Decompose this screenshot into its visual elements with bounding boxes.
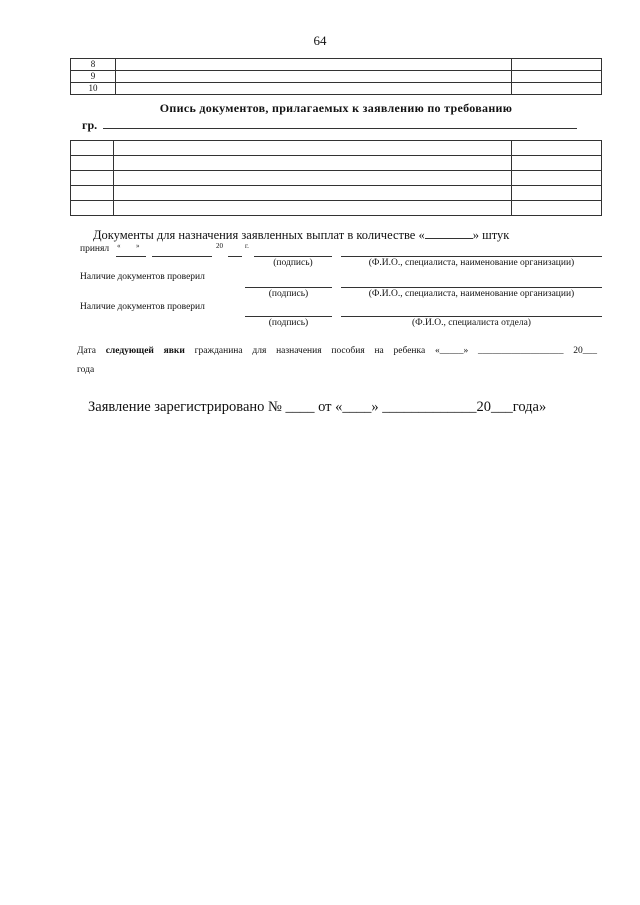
cell bbox=[71, 186, 114, 201]
row-number: 9 bbox=[71, 71, 116, 83]
day-field[interactable] bbox=[116, 256, 146, 257]
cell bbox=[512, 171, 602, 186]
table-row bbox=[71, 156, 602, 171]
cell bbox=[114, 171, 512, 186]
documents-count-suffix: » штук bbox=[472, 228, 510, 242]
cell bbox=[71, 171, 114, 186]
check1-signature-line[interactable] bbox=[245, 287, 332, 288]
next-visit-text: гражданина для назначения пособия на ребенка «_____» __________________ 20___ bbox=[194, 346, 598, 356]
table-row bbox=[71, 71, 602, 83]
document-name-cell bbox=[116, 71, 512, 83]
cell bbox=[71, 201, 114, 216]
check2-signature-line[interactable] bbox=[245, 316, 332, 317]
signature-caption: (подпись) bbox=[273, 258, 313, 268]
signature-caption: (подпись) bbox=[268, 289, 309, 299]
check-label: Наличие документов проверил bbox=[80, 272, 205, 282]
century-label: 20 bbox=[216, 242, 223, 250]
table-row bbox=[71, 83, 602, 95]
note-cell bbox=[512, 83, 602, 95]
cell bbox=[71, 156, 114, 171]
inventory-table bbox=[70, 140, 602, 216]
table-row bbox=[71, 186, 602, 201]
cell bbox=[114, 156, 512, 171]
year-field[interactable] bbox=[228, 256, 242, 257]
cell bbox=[512, 156, 602, 171]
table-row bbox=[71, 59, 602, 71]
table-row bbox=[71, 201, 602, 216]
citizen-name-field[interactable] bbox=[103, 118, 577, 129]
documents-count-line bbox=[93, 227, 509, 243]
inventory-heading: Опись документов, прилагаемых к заявлению по требованию bbox=[159, 101, 513, 115]
quote-close: » bbox=[136, 242, 140, 250]
next-visit-line bbox=[77, 346, 597, 356]
cell bbox=[114, 141, 512, 156]
cell bbox=[71, 141, 114, 156]
document-name-cell bbox=[116, 83, 512, 95]
accepted-label: принял bbox=[80, 244, 110, 254]
next-visit-bold: следующей явки bbox=[105, 346, 185, 356]
note-cell bbox=[512, 71, 602, 83]
name-caption: (Ф.И.О., специалиста отдела) bbox=[412, 318, 531, 328]
cell bbox=[114, 186, 512, 201]
month-field[interactable] bbox=[152, 256, 212, 257]
check-label: Наличие документов проверил bbox=[80, 302, 205, 312]
quote-open: « bbox=[117, 242, 121, 250]
row-number: 10 bbox=[71, 83, 116, 95]
cell bbox=[512, 141, 602, 156]
next-visit-prefix: Дата bbox=[77, 346, 96, 356]
cell bbox=[512, 201, 602, 216]
table-row bbox=[71, 141, 602, 156]
documents-table-continuation bbox=[70, 58, 602, 95]
next-visit-year-word: года bbox=[77, 365, 95, 375]
documents-count-text: Документы для назначения заявленных выплат в количестве « bbox=[93, 228, 425, 242]
page-number: 64 bbox=[313, 33, 327, 48]
cell bbox=[114, 201, 512, 216]
accepted-signature-line[interactable] bbox=[254, 256, 332, 257]
check2-name-line[interactable] bbox=[341, 316, 602, 317]
accepted-name-line[interactable] bbox=[341, 256, 602, 257]
name-caption: (Ф.И.О., специалиста, наименование организации) bbox=[368, 258, 575, 268]
signature-caption: (подпись) bbox=[268, 318, 309, 328]
check1-name-line[interactable] bbox=[341, 287, 602, 288]
note-cell bbox=[512, 59, 602, 71]
row-number: 8 bbox=[71, 59, 116, 71]
document-name-cell bbox=[116, 59, 512, 71]
table-row bbox=[71, 171, 602, 186]
name-caption: (Ф.И.О., специалиста, наименование организации) bbox=[368, 289, 575, 299]
documents-count-field[interactable] bbox=[425, 227, 473, 239]
cell bbox=[512, 186, 602, 201]
year-suffix: г. bbox=[245, 242, 249, 250]
citizen-line bbox=[82, 118, 577, 133]
citizen-prefix: гр. bbox=[82, 118, 98, 132]
registration-line: Заявление зарегистрировано № ____ от «____» _____________20___года» bbox=[88, 399, 547, 415]
